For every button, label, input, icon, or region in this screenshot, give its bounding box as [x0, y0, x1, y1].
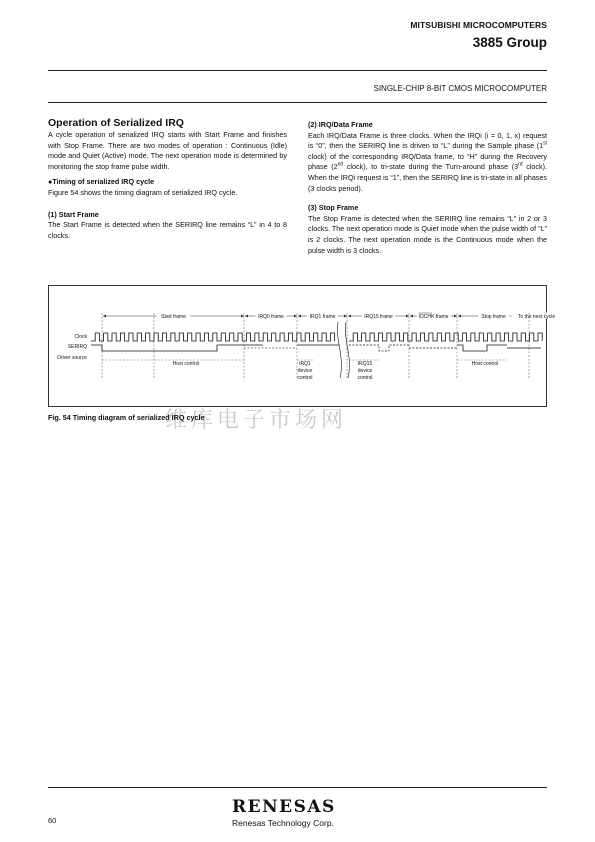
start-frame-heading: (1) Start Frame — [48, 209, 99, 219]
frame-arrow-head — [298, 315, 301, 318]
figure-caption: Fig. 54 Timing diagram of serialized IRQ cycle — [48, 413, 205, 422]
driver-source-label: device — [297, 368, 313, 374]
driver-source-label: Host control — [471, 361, 499, 367]
stop-frame-heading: (3) Stop Frame — [308, 203, 359, 213]
irq-frame-heading: (2) IRQ/Data Frame — [308, 120, 373, 129]
footer-divider — [48, 787, 547, 788]
frame-label: IRQ1 frame — [309, 313, 336, 320]
driver-source-label: device — [357, 368, 373, 374]
left-column — [48, 130, 287, 241]
frame-label: Start frame — [161, 313, 186, 320]
timing-heading: ●Timing of serialized IRQ cycle — [48, 177, 155, 187]
header-company: MITSUBISHI MICROCOMPUTERS — [410, 20, 547, 30]
frame-arrow-head — [348, 315, 351, 318]
signal-serirq-label: SERIRQ — [67, 344, 87, 350]
timing-paragraph: Figure 54 shows the timing diagram of serialized IRQ cycle. — [48, 187, 238, 197]
frame-label: IRQ0 frame — [258, 313, 284, 320]
subtitle-divider — [48, 102, 547, 103]
frame-arrow-head — [241, 315, 244, 318]
header-subtitle: SINGLE-CHIP 8-BIT CMOS MICROCOMPUTER — [373, 84, 547, 93]
driver-source-label: IRQ15 — [357, 361, 373, 367]
intro-paragraph: A cycle operation of serialized IRQ starts with Start Frame and finishes with Stop Frame. There are two modes of operation : Continuous (Idle) mode and Quiet (Active) mode. The next operation mode is determined by monitoring the stop frame pulse width. — [48, 130, 287, 171]
frame-label: Stop frame — [481, 313, 506, 320]
stop-frame-paragraph: The Stop Frame is detected when the SERIRQ line remains “L” in 2 or 3 clocks. The next operation mode is Quiet mode when the pulse width of “L” is 2 clocks. The next operation mode is the Continuous mode when the pulse width is 3 clocks. — [308, 213, 547, 255]
section-title: Operation of Serialized IRQ — [48, 117, 184, 129]
serirq-stop — [457, 345, 541, 351]
time-break — [337, 322, 349, 378]
frame-label: To the next cycle — [517, 313, 556, 320]
watermark: 维库电子市场网 — [165, 408, 348, 433]
start-frame-paragraph: The Start Frame is detected when the SERIRQ line remains “L” in 4 to 8 clocks. — [48, 220, 287, 240]
frame-label: IRQ15 frame — [364, 313, 393, 320]
signal-driver-label: Driver source — [57, 355, 87, 361]
driver-source-label: control — [357, 375, 373, 381]
figure-box — [48, 285, 556, 407]
right-column — [308, 120, 547, 256]
frame-arrow-head — [454, 315, 457, 318]
frame-label: IOCHK frame — [418, 313, 449, 320]
renesas-logo: RENESAS — [232, 797, 336, 817]
frame-arrow-head — [344, 315, 347, 318]
clock-waveform — [91, 333, 542, 341]
driver-source-label: IRQ1 — [299, 361, 311, 367]
signal-clock-label: Clock — [74, 334, 87, 340]
company-name: Renesas Technology Corp. — [232, 818, 334, 828]
frame-arrow-head — [294, 315, 297, 318]
irq-frame-paragraph: Each IRQ/Data Frame is three clocks. When the IRQi (i = 0, 1, x) request is “0”, then the SERIRQ line is driven to “L” during the Sample phase (1st clock) of the corresponding IRQ/Data frame, to “H” during the Recovery phase (2nd clock), to tri-state during the Turn-around phase (3rd clock). When the IRQi request is “1”, then the SERIRQ line is tri-state in all phases (3 clocks period). — [308, 130, 547, 193]
page-number: 60 — [48, 816, 57, 825]
frame-arrow-head — [103, 315, 106, 318]
frame-arrow-head — [410, 315, 413, 318]
timing-diagram — [49, 286, 556, 406]
driver-source-label: control — [297, 375, 313, 381]
frame-arrow-head — [245, 315, 248, 318]
header-divider — [48, 70, 547, 71]
frame-arrow-head — [406, 315, 409, 318]
serirq-waveform — [91, 345, 339, 351]
header-product: 3885 Group — [472, 35, 547, 50]
frame-arrow-head — [458, 315, 461, 318]
driver-source-label: Host control — [172, 361, 200, 367]
serirq-irq15 — [349, 345, 457, 351]
